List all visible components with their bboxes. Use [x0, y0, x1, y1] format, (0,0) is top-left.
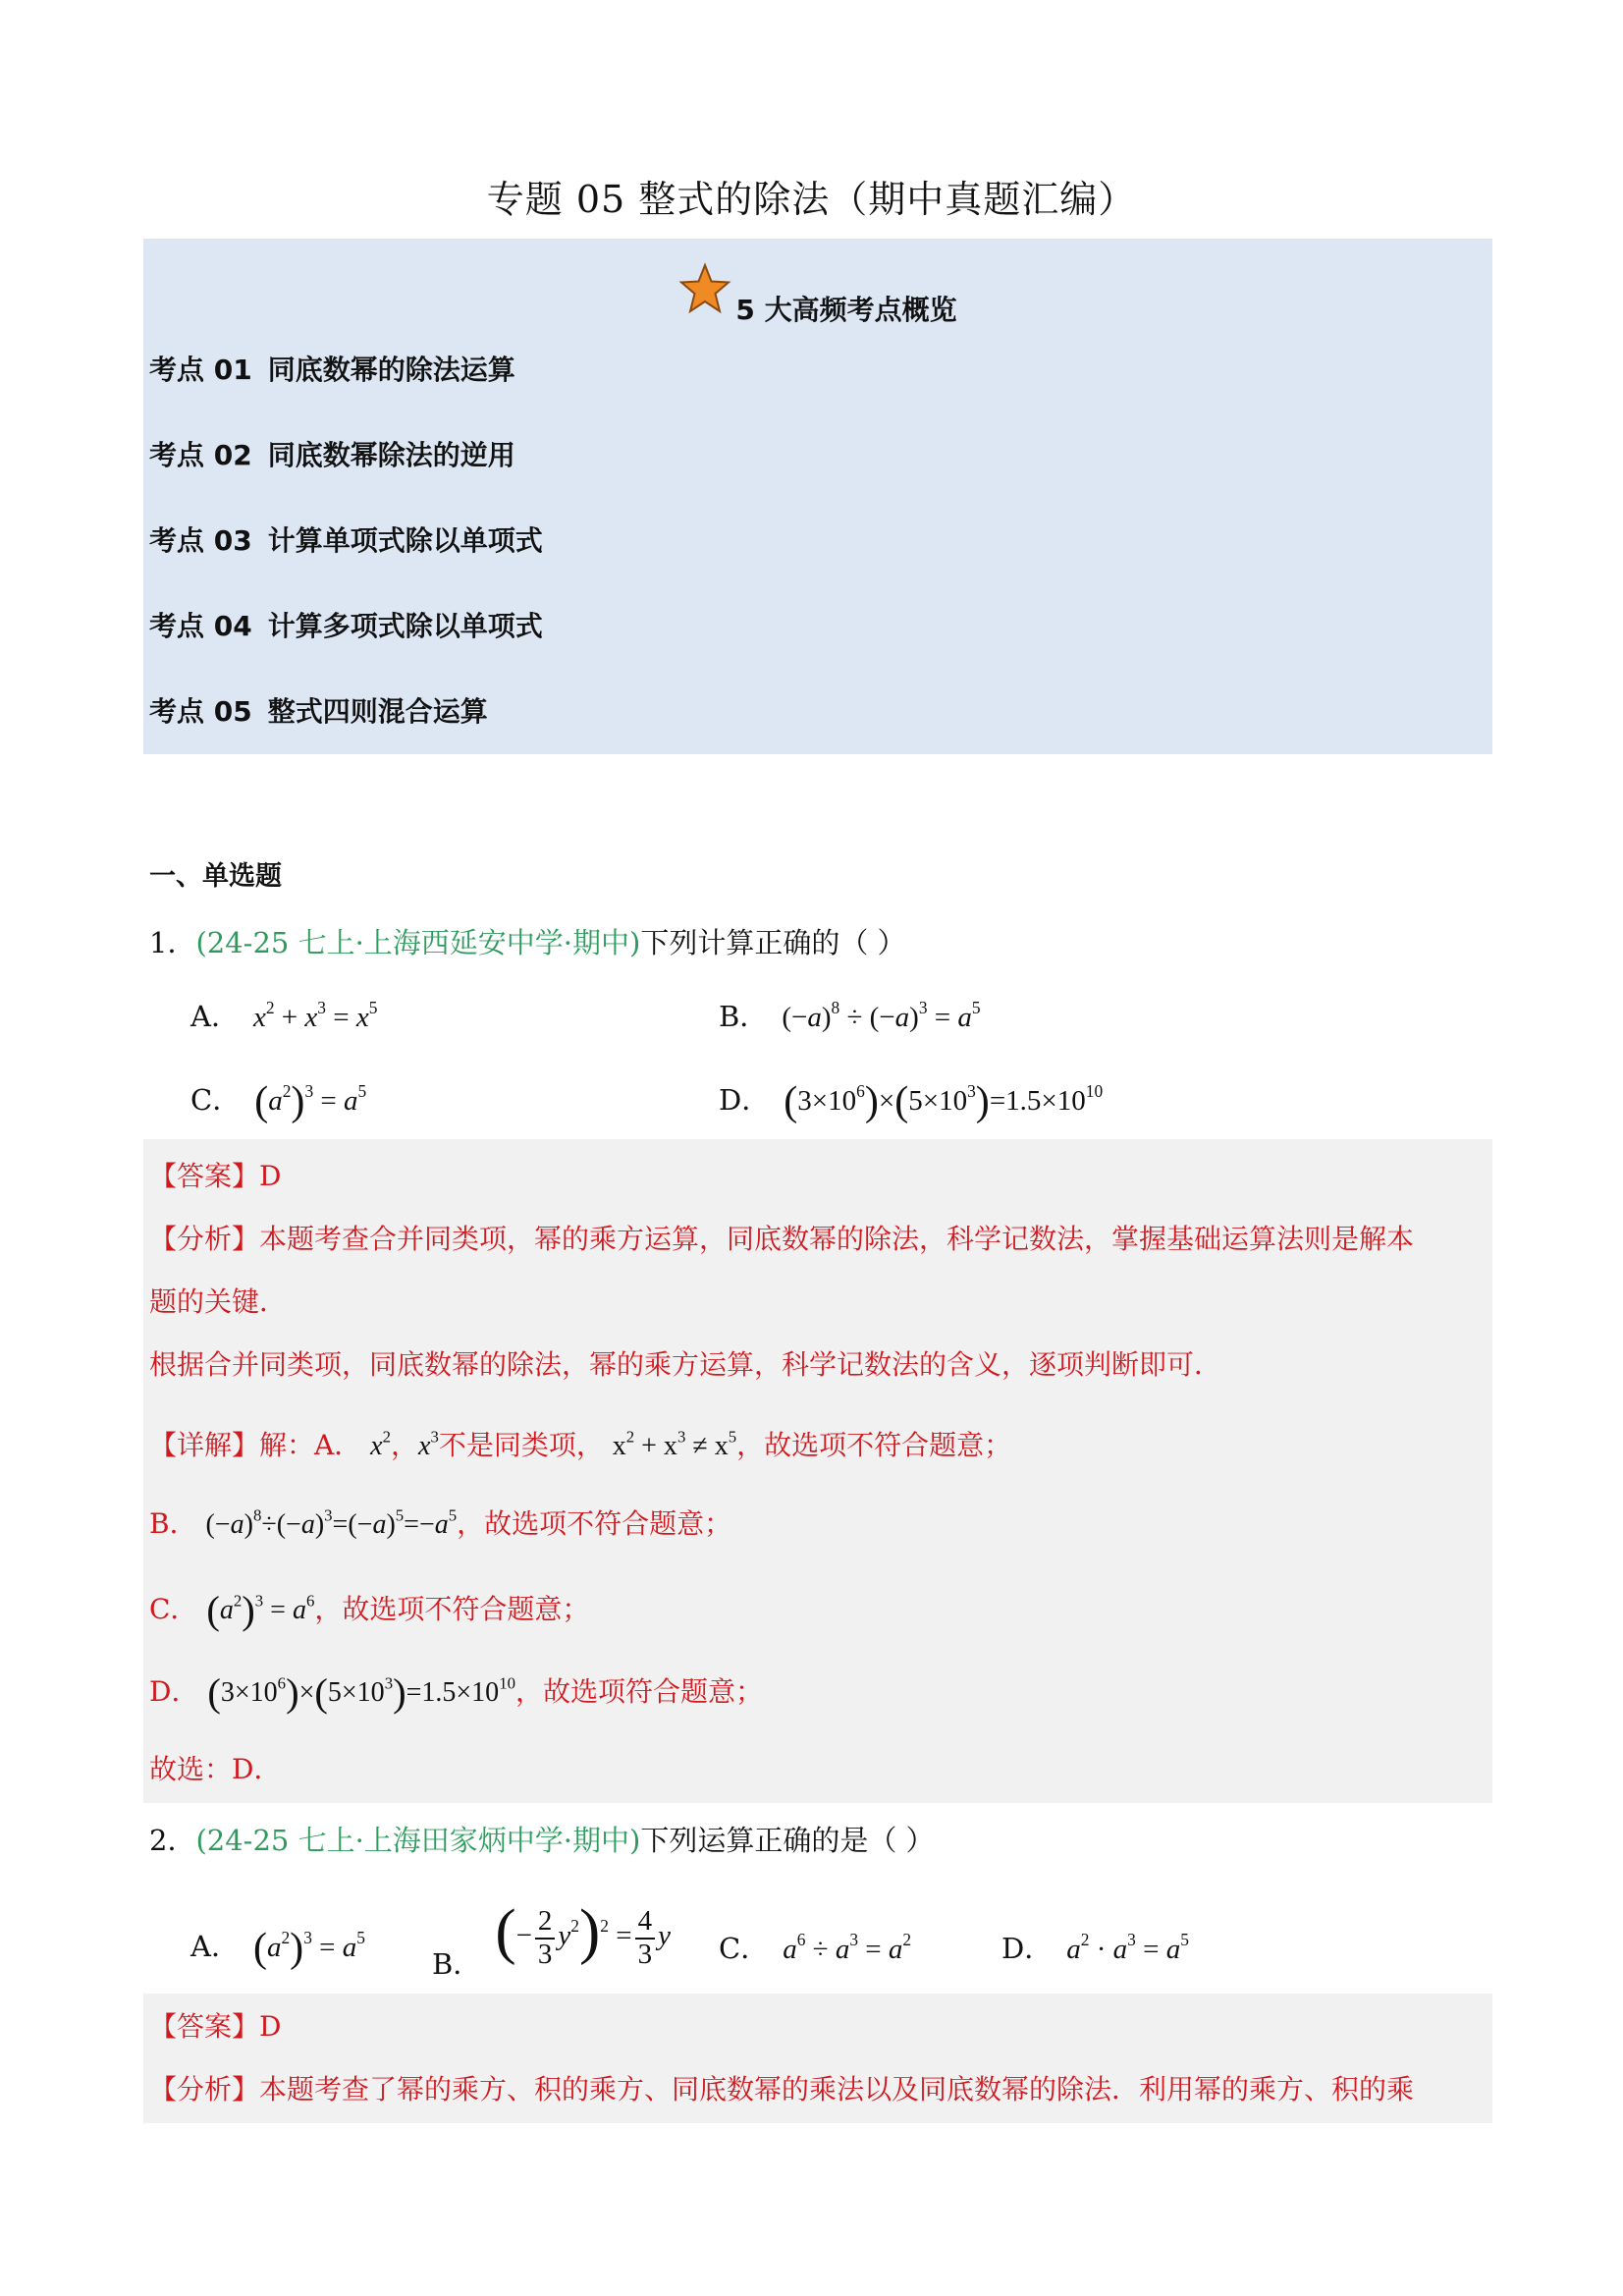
q1-option-c: C． $(a^2)^3 = a^5$ [190, 1079, 367, 1125]
topic-item: 考点 01 同底数幂的除法运算 [149, 354, 515, 386]
question-source: (24-25 七上·上海田家炳中学·期中) [195, 1824, 641, 1857]
q1-option-a: A． $x^2 + x^3 = x^5$ [190, 997, 378, 1033]
q1-conclusion: 故选：D． [149, 1753, 282, 1785]
topic-item: 考点 02 同底数幂除法的逆用 [149, 439, 515, 471]
q1-answer-box [143, 1139, 1492, 1803]
q1-detail-b: B． $(-a)^8\div(-a)^3=(-a)^5=-a^5$，故选项不符合题意； [149, 1505, 732, 1540]
q1-analysis-line1: 【分析】本题考查合并同类项，幂的乘方运算，同底数幂的除法，科学记数法，掌握基础运算法则是解本 [149, 1223, 1415, 1255]
q1-detail-a: 【详解】解：A． $x^2$，$x^3$不是同类项， $x^2 + x^3 \ne x^5$，故选项不符合题意； [149, 1427, 1012, 1461]
overview-heading-text: 5 大高频考点概览 [735, 294, 957, 326]
q1-detail-c: C． $(a^2)^3 = a^6$，故选项不符合题意； [149, 1588, 590, 1632]
question-2-stem: 2．(24-25 七上·上海田家炳中学·期中)下列运算正确的是（ ） [149, 1824, 935, 1857]
q1-analysis-line3: 根据合并同类项，同底数幂的除法，幂的乘方运算，科学记数法的含义，逐项判断即可． [149, 1348, 1222, 1381]
overview-heading [143, 280, 1492, 333]
q1-detail-d: D． $(3\times 10^6)\times(5\times 10^3)=1.5\times 10^{10}$，故选项符合题意； [149, 1670, 763, 1715]
q1-analysis-line2: 题的关键． [149, 1285, 288, 1318]
q1-answer: 【答案】D [149, 1160, 282, 1192]
topic-item: 考点 04 计算多项式除以单项式 [149, 610, 543, 642]
q1-option-d: D． $(3\times 10^6)\times(5\times 10^3)=1.5\times 10^{10}$ [719, 1079, 1104, 1125]
q2-option-b: B． (− $\frac{2}{3}$ $y^2)^2$ = $\frac{4}{3}$ y [432, 1896, 671, 1982]
q2-answer: 【答案】D [149, 2010, 282, 2043]
star-icon [678, 262, 731, 315]
topic-overview-box [143, 239, 1492, 754]
q2-option-c: C． $a^6 \div a^3 = a^2$ [719, 1929, 912, 1965]
page-title: 专题 05 整式的除法（期中真题汇编） [486, 178, 1137, 221]
question-source: (24-25 七上·上海西延安中学·期中) [195, 926, 641, 959]
section-heading: 一、单选题 [149, 861, 282, 892]
q2-option-d: D． $a^2 \cdot a^3 = a^5$ [1001, 1929, 1189, 1965]
q2-analysis-line1: 【分析】本题考查了幂的乘方、积的乘方、同底数幂的乘法以及同底数幂的除法．利用幂的乘方、积的乘 [149, 2073, 1415, 2105]
question-1-stem: 1．(24-25 七上·上海西延安中学·期中)下列计算正确的（ ） [149, 926, 906, 959]
q2-answer-box [143, 1994, 1492, 2123]
topic-item: 考点 05 整式四则混合运算 [149, 695, 488, 728]
q1-option-b: B． $(-a)^8 \div (-a)^3 = a^5$ [719, 997, 981, 1033]
q2-option-a: A． $(a^2)^3 = a^5$ [190, 1926, 365, 1972]
topic-item: 考点 03 计算单项式除以单项式 [149, 524, 543, 557]
